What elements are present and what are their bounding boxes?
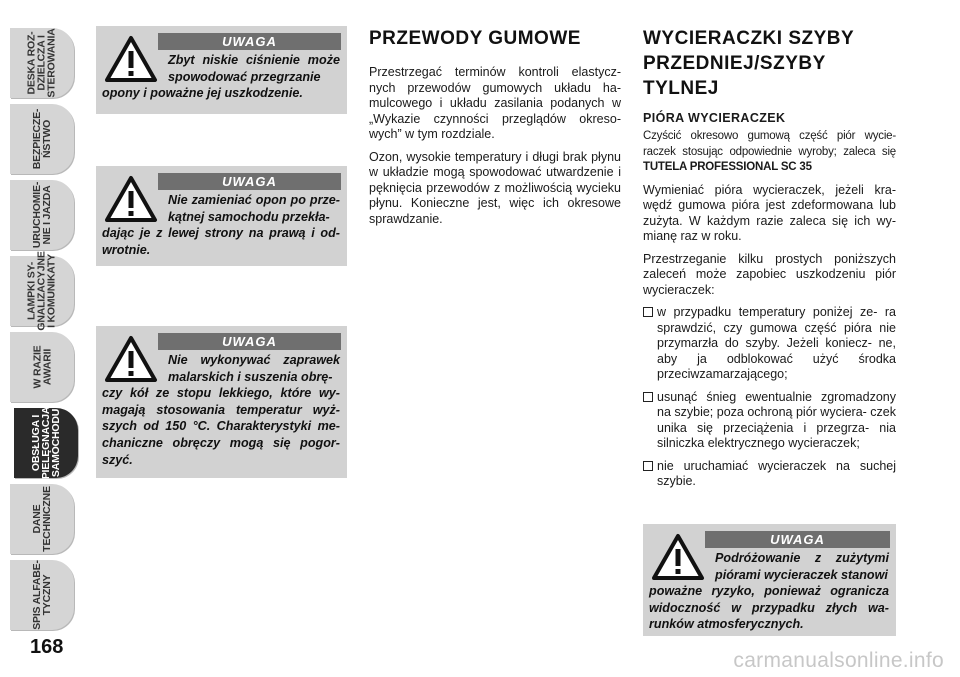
tab-label: BEZPIECZE- ŃSTWO xyxy=(30,108,53,170)
warning-text-rest: opony i poważne jej uszkodzenie. xyxy=(102,86,303,101)
hoses-paragraph-1: Przestrzegać terminów kontroli elastycz- nych przewodów gumowych układu ha- mulcowego i układu zasilania podanych w „Wykazie czynności przeglądów okreso- wych” w tym rozdziale. xyxy=(369,65,621,141)
tab-bezpieczenstwo[interactable] xyxy=(10,104,74,174)
tab-label: URUCHOMIE- NIE I JAZDA xyxy=(31,181,53,249)
tab-obsluga-active[interactable] xyxy=(14,408,78,478)
product-name: TUTELA PROFESSIONAL SC 35 xyxy=(643,161,812,173)
warning-box xyxy=(96,166,347,266)
list-item xyxy=(643,459,896,490)
hoses-section xyxy=(369,26,621,234)
wipers-heading: WYCIERACZKI SZYBY PRZEDNIEJ/SZYBY TYLNEJ xyxy=(643,28,854,99)
wipers-paragraph-2: Wymieniać pióra wycieraczek, jeżeli kra- wędź gumowa pióra jest zdeformowana lub zużyta. W każdym razie zaleca się ich wy- mianę raz w roku. xyxy=(643,182,896,243)
warning-box xyxy=(96,26,347,114)
warning-text-rest: dając je z lewej strony na prawą i od- wrotnie. xyxy=(102,226,340,257)
hoses-paragraph-2: Ozon, wysokie temperatury i długi brak płynu w układzie mogą spowodować utwardzenie i pęknięcia przewodów z możliwością wycieku płynu. Konieczne jest, więc ich okresowe sprawdzanie. xyxy=(369,149,621,226)
checkbox-bullet-icon xyxy=(643,392,653,402)
list-item xyxy=(643,305,896,383)
list-item xyxy=(643,390,896,452)
tab-label: DESKA ROZ- DZIELCZA I STEROWANIA xyxy=(26,28,59,98)
tab-lampki[interactable] xyxy=(10,251,74,331)
warning-text xyxy=(102,352,340,468)
tab-deska-rozdzielcza[interactable] xyxy=(10,28,74,98)
wipers-subheading: PIÓRA WYCIERACZEK xyxy=(643,111,786,125)
bullet-text: usunąć śnieg ewentualnie zgromadzony na szybie; poza ochroną piór wyciera- czek unika się przeciążenia i przegrza- nia silniczka elektrycznego wycieraczek; xyxy=(657,389,897,450)
bullet-text: nie uruchamiać wycieraczek na suchej szybie. xyxy=(657,458,896,488)
wipers-paragraph-3: Przestrzeganie kilku prostych poniższych zaleceń może zapobiec uszkodzeniu piór wycieraczek: xyxy=(643,251,896,297)
page-number: 168 xyxy=(30,636,64,658)
bullet-text: w przypadku temperatury poniżej ze- ra sprawdzić, czy gumowa część pióra nie przymarzła do szyby. Jeżeli koniecz- ne, aby ja odblokować użyć środka przeciwzamarzającego; xyxy=(657,305,896,381)
warning-text-line1: Nie wykonywać zaprawek malarskich i suszenia obrę- xyxy=(168,353,340,384)
tab-label: W RAZIE AWARII xyxy=(31,345,53,389)
warning-title: UWAGA xyxy=(158,173,341,190)
warning-text xyxy=(102,52,340,102)
tab-label: OBSŁUGA I PIELĘGNACJA SAMOCHODU xyxy=(30,406,63,480)
warning-text-rest: czy kół ze stopu lekkiego, które wy- magają stosowania temperatur wyż- szych od 150 °C. Charakterystyki me- chaniczne obręczy mogą się pogor- szyć. xyxy=(102,386,340,467)
warning-text-rest: poważne ryzyko, ponieważ ogranicza widoczność w przypadku złych wa- runków atmosferycznych. xyxy=(649,584,889,632)
warning-box xyxy=(643,524,896,636)
tab-uruchomienie[interactable] xyxy=(10,180,74,250)
tab-dane-techniczne[interactable] xyxy=(10,484,74,554)
warning-text xyxy=(649,550,889,633)
watermark: carmanualsonline.info xyxy=(733,649,944,672)
warning-text-line1: Nie zamieniać opon po prze- kątnej samochodu przekła- xyxy=(168,193,340,224)
tab-label: LAMPKI SY- GNALIZACYJNE I KOMUNIKATY xyxy=(26,251,58,331)
wipers-p1-text: Czyścić okresowo gumową część piór wycie- raczek stosując odpowiednie wyroby; zaleca się xyxy=(643,130,896,158)
wipers-section xyxy=(643,26,896,497)
checkbox-bullet-icon xyxy=(643,307,653,317)
wipers-paragraph-1 xyxy=(643,129,896,176)
warning-text-line1: Podróżowanie z zużytymi piórami wycieraczek stanowi xyxy=(715,551,889,582)
tab-label: DANE TECHNICZNE xyxy=(31,486,54,552)
warning-box xyxy=(96,326,347,478)
warning-title: UWAGA xyxy=(705,531,890,548)
tab-label: SPIS ALFABE- TYCZNY xyxy=(31,560,53,630)
chapter-sidebar xyxy=(0,0,78,640)
hoses-heading: PRZEWODY GUMOWE xyxy=(369,28,581,49)
tab-awarie[interactable] xyxy=(10,332,74,402)
tab-spis-alfabetyczny[interactable] xyxy=(10,560,74,630)
warning-title: UWAGA xyxy=(158,33,341,50)
warning-text-line1: Zbyt niskie ciśnienie może spowodować przegrzanie xyxy=(168,53,340,84)
warning-title: UWAGA xyxy=(158,333,341,350)
checkbox-bullet-icon xyxy=(643,461,653,471)
warning-text xyxy=(102,192,340,258)
